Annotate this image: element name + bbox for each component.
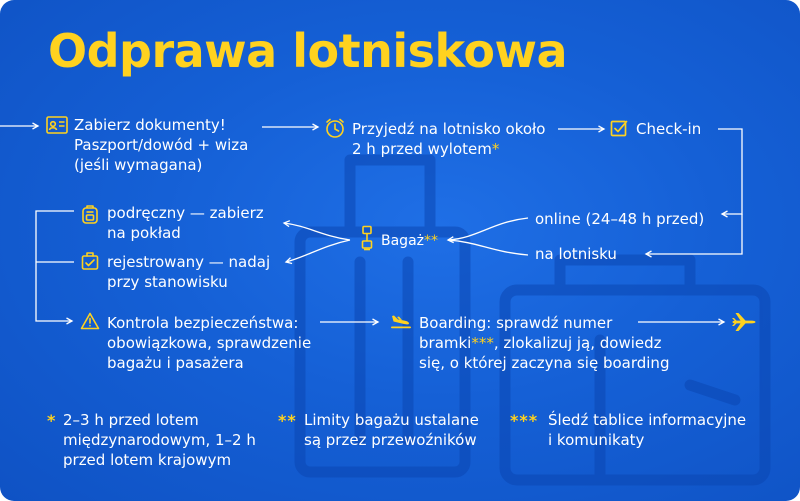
footnote-3-line1: Śledź tablice informacyjne bbox=[548, 411, 747, 429]
footnote-1-line2: międzynarodowym, 1–2 h bbox=[63, 431, 256, 449]
baggage-step bbox=[381, 231, 438, 251]
warning-icon bbox=[80, 312, 100, 330]
boarding-line2b: , zlokalizuj ją, dowiedz bbox=[493, 334, 662, 352]
arrow-online-to-baggage bbox=[448, 218, 528, 240]
arrive-footnote-mark: * bbox=[491, 140, 500, 158]
boarding-line1: Boarding: sprawdź numer bbox=[419, 314, 613, 332]
documents-line3: (jeśli wymagana) bbox=[74, 156, 203, 174]
checked-line1: rejestrowany — nadaj bbox=[107, 253, 271, 271]
footnote-1-line3: przed lotem krajowym bbox=[63, 451, 232, 469]
plane-landing-icon bbox=[390, 313, 412, 329]
footnote-3-line2: i komunikaty bbox=[548, 431, 645, 449]
footnote-2-line2: są przez przewoźników bbox=[304, 431, 477, 449]
checkbox-icon bbox=[610, 119, 628, 137]
boarding-line3: się, o której zaczyna się boarding bbox=[419, 354, 670, 372]
footnote-3 bbox=[548, 410, 746, 450]
checked-line2: przy stanowisku bbox=[107, 273, 228, 291]
security-line2: obowiązkowa, sprawdzenie bbox=[107, 334, 312, 352]
arrive-line1: Przyjedź na lotnisko około bbox=[352, 120, 546, 138]
luggage-handle-icon bbox=[360, 225, 374, 251]
documents-step bbox=[74, 115, 248, 175]
arrive-line2: 2 h przed wylotem bbox=[352, 140, 492, 158]
carryon-line1: podręczny — zabierz bbox=[107, 204, 264, 222]
arrow-baggage-to-carryon bbox=[284, 223, 350, 240]
footnote-3-mark: *** bbox=[510, 411, 539, 430]
arrow-airport-to-baggage bbox=[448, 240, 528, 255]
boarding-footnote-mark: *** bbox=[471, 334, 494, 352]
airport-checkin-label: na lotnisku bbox=[535, 245, 617, 263]
checkin-label: Check-in bbox=[636, 120, 702, 138]
security-line1: Kontrola bezpieczeństwa: bbox=[107, 314, 299, 332]
security-line3: bagażu i pasażera bbox=[107, 354, 244, 372]
footnote-2-mark: ** bbox=[278, 411, 297, 430]
bracket-left bbox=[36, 211, 74, 321]
suitcase-icon bbox=[81, 251, 99, 271]
footnote-1-mark: * bbox=[47, 411, 57, 430]
id-card-icon bbox=[46, 116, 68, 134]
arrow-checkin-to-online bbox=[718, 129, 742, 214]
documents-line2: Paszport/dowód + wiza bbox=[74, 136, 249, 154]
airplane-icon bbox=[731, 310, 757, 334]
arrive-step bbox=[352, 119, 545, 159]
boarding-step bbox=[419, 313, 669, 373]
checked-step bbox=[107, 252, 270, 292]
baggage-footnote-mark: ** bbox=[424, 233, 438, 249]
baggage-label: Bagaż bbox=[381, 233, 424, 249]
boarding-line2a: bramki bbox=[419, 334, 472, 352]
carryon-line2: na pokład bbox=[107, 224, 181, 242]
footnote-2 bbox=[304, 410, 479, 450]
backpack-icon bbox=[81, 204, 99, 224]
online-checkin-label: online (24–48 h przed) bbox=[535, 210, 705, 228]
page-title: Odprawa lotniskowa bbox=[48, 24, 567, 78]
documents-line1: Zabierz dokumenty! bbox=[74, 116, 226, 134]
security-step bbox=[107, 313, 311, 373]
footnote-1-line1: 2–3 h przed lotem bbox=[63, 411, 199, 429]
arrow-baggage-to-checked bbox=[286, 240, 350, 262]
footnote-2-line1: Limity bagażu ustalane bbox=[304, 411, 479, 429]
carryon-step bbox=[107, 203, 264, 243]
footnote-1 bbox=[63, 410, 256, 470]
clock-icon bbox=[324, 117, 346, 139]
